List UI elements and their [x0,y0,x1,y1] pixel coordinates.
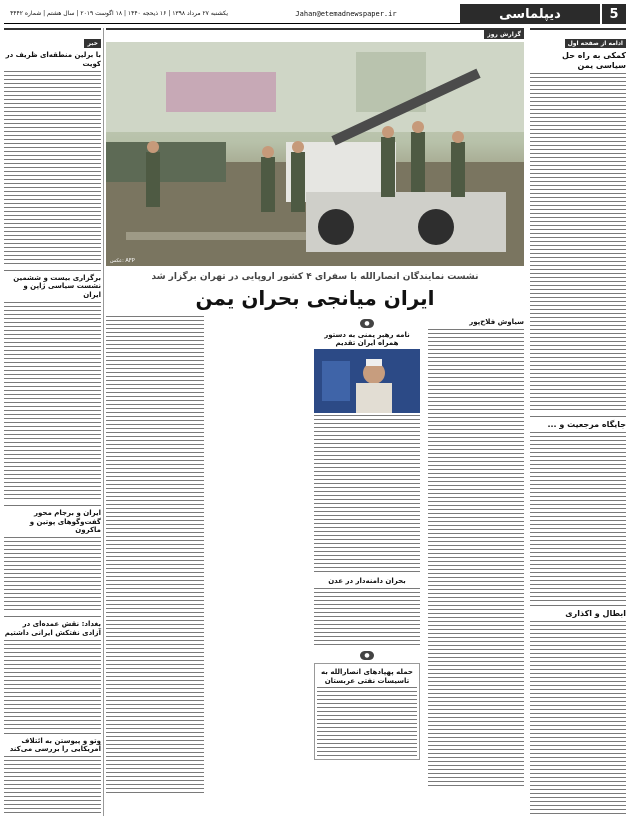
section-badge: ● [360,651,374,660]
body-text-2b [314,588,420,648]
right-story1-headline: کمکی به راه حل سیاسی یمن [562,51,626,70]
left-story4-headline: بغداد: نقش عمده‌ای در آزادی نفتکش ایرانی داشتیم [4,620,101,637]
main-story [106,28,524,816]
story-kicker: نشست نمایندگان انصارالله با سفرای ۴ کشور اروپایی در تهران برگزار شد [151,272,479,282]
right-column [530,28,626,816]
speaker-portrait [314,349,420,413]
sub-headline-2: حمله پهپادهای انصارالله به تاسیسات نفتی عربستان [321,667,413,685]
divider [4,270,101,271]
site-email: Jahan@etemadnewspaper.ir [232,4,460,24]
left-story5-body [4,756,101,816]
main-photo [106,42,524,266]
main-story-tag: گزارش روز [484,30,524,39]
divider [530,605,626,606]
body-text-2c [317,687,417,757]
divider [4,616,101,617]
left-story2-headline: برگزاری بیست و ششمین نشست سیاسی ژاپن و ایران [13,273,101,299]
body-text-2a [314,415,420,575]
left-tag-bar [4,28,101,49]
main-tag-bar [106,28,524,40]
left-story4-body [4,640,101,730]
body-column-1 [428,316,524,816]
page-header [4,4,626,24]
divider [4,733,101,734]
right-story1-body [530,73,626,413]
story-body [106,316,524,816]
quote-badge: ● [360,319,374,328]
box-title: نامه رهبر یمنی به دستور همراه ایران تقدیم [324,331,410,347]
left-column-tag: خبر [84,39,101,48]
left-story3-headline: ایران و برجام محور گفت‌وگوهای پوتین و ماکرون [29,508,101,535]
right-tag-bar [530,28,626,49]
sub-box [314,663,420,761]
left-story2-body [4,302,101,502]
right-story3-headline: ابطال و اکذاری [565,609,626,618]
right-story2-headline: جایگاه مرجعیت و ... [547,420,626,429]
right-column-tag: ادامه از صفحه اول [565,39,626,48]
divider [4,505,101,506]
body-column-3 [106,316,204,816]
byline: سیاوش فلاح‌پور [469,318,524,326]
divider [530,416,626,417]
photo-caption: عکس: AFP [110,258,135,264]
left-story1-headline: با برلین منطقه‌ای ظریف در کویت [5,51,101,68]
story-headline: ایران میانجی بحران یمن [195,286,435,310]
body-text-1 [428,329,524,789]
body-column-2 [314,316,420,816]
body-text-3 [106,316,204,796]
left-column [4,28,104,816]
soldiers-photo [106,42,524,266]
right-story2-body [530,432,626,602]
section-title: دیپلماسی [460,4,600,24]
portrait-photo [314,349,420,413]
sub-headline-1: بحران دامنه‌دار در عدن [328,577,406,585]
left-story1-body [4,71,101,267]
left-story5-headline: وتو و پیوستن به ائتلاف آمریکایی را بررسی می‌کند [9,736,101,754]
page-number: 5 [600,4,626,24]
right-story3-body [530,621,626,816]
dateline: یکشنبه ۲۷ مرداد ۱۳۹۸ | ۱۶ ذیحجه ۱۴۴۰ | ۱۸ اگوست ۲۰۱۹ | سال هشتم | شماره ۴۴۴۲ [4,4,232,24]
left-story3-body [4,537,101,613]
